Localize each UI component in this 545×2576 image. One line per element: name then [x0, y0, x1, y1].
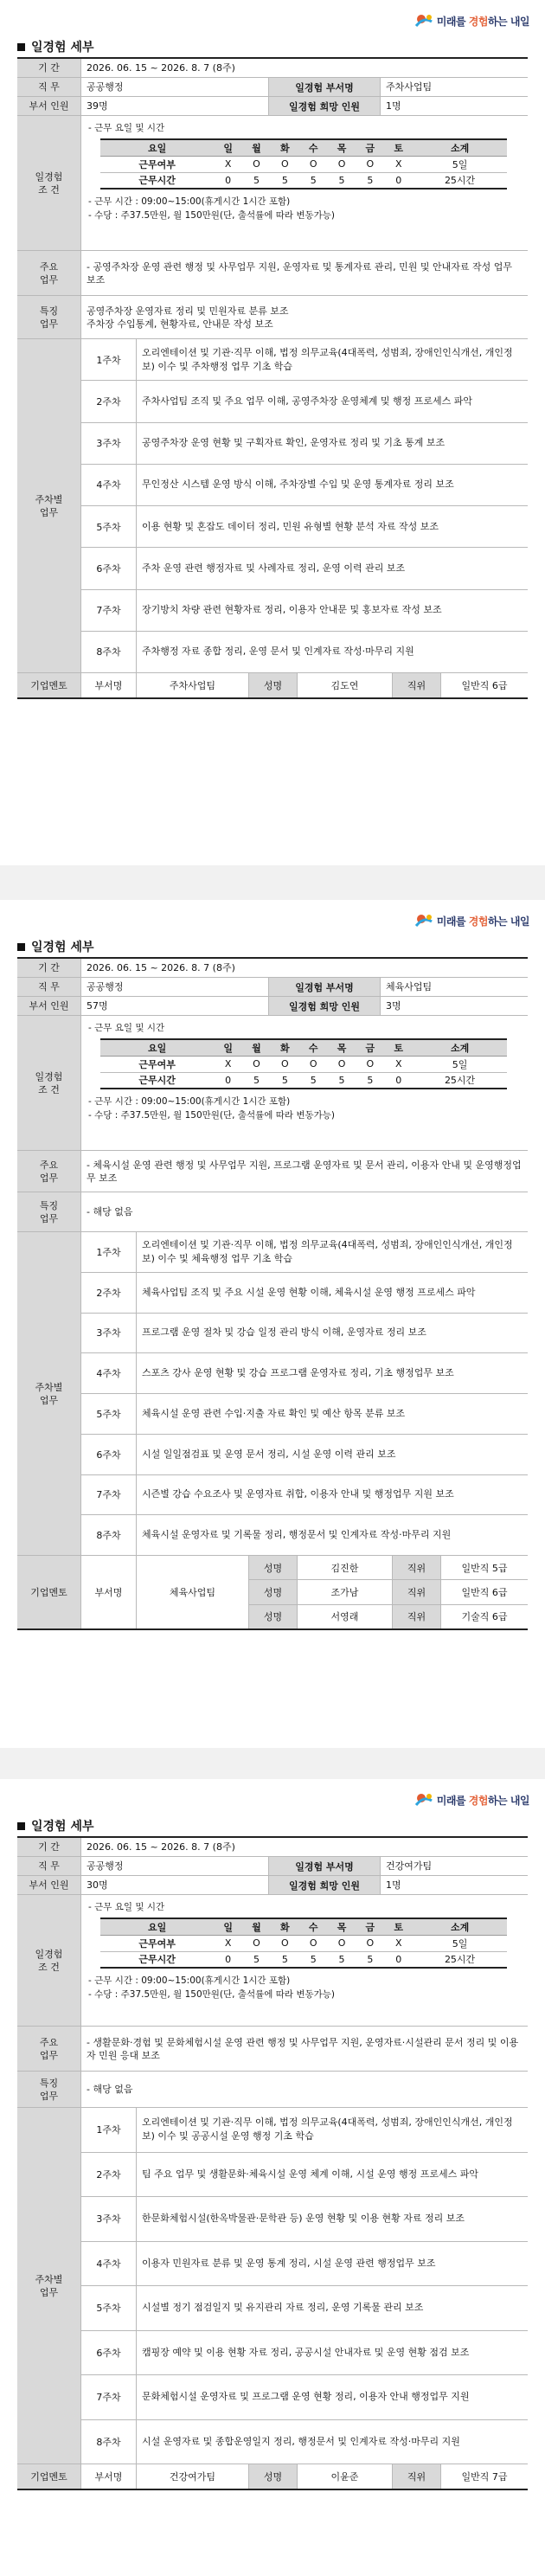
mentor-list	[249, 1556, 528, 1628]
week-row: 7주차 장기방치 차량 관련 현황자료 정리, 이용자 안내문 및 홍보자료 작성 보조	[81, 590, 528, 632]
special-duty-value: 공영주차장 운영자료 정리 및 민원자료 분류 보조 주차장 수입통계, 현황자료, 안내문 작성 보조	[87, 305, 289, 330]
schedule-table: 요일 일 월 화 수 목 금 토 소계 근무여부 X O O O O O X 5일 근무시간 0 5 5 5 5 5 0 25시간	[100, 1918, 507, 1969]
weekly-row: 주차별 업무 1주차 오리엔테이션 및 기관·직무 이해, 법정 의무교육(4대폭력, 성범죄, 장애인인식개선, 개인정보) 이수 및 공공시설 운영 행정 기초 학습 2주차 팀 주요 업무 및 생활문화·체육시설 운영 체계 이해, 시설 운영 행정 프로세스 파악 3주차 한문화체험시설(한옥박물관·문학관 등) 운영 현황 및 이용 현황 자료 정리 보조 4주차 이용자 민원자료 분류 및 운영 통계 정리, 시설 운영 관련 행정업무 보조 5주차 시설별 정기 점검일지 및 유지관리 자료 정리, 운영 기록물 관리 보조 6주차 캠핑장 예약 및 이용 현황 자료 정리, 공공시설 안내자료 및 운영 현황 점검 보조 7주차 문화체험시설 운영자료 및 프로그램 운영 현황 정리, 이용자 안내 행정업무 지원 8주차 시설 운영자료 및 종합운영일지 정리, 행정문서 및 인계자료 작성·마무리 지원	[17, 2108, 528, 2464]
staff-value: 57명	[87, 1000, 108, 1012]
period-row: 기 간 2026. 06. 15 ~ 2026. 8. 7 (8주)	[17, 959, 528, 978]
mentor-rank-value: 일반직 6급	[461, 680, 508, 691]
weekly-row: 주차별 업무 1주차 오리엔테이션 및 기관·직무 이해, 법정 의무교육(4대폭력, 성범죄, 장애인인식개선, 개인정보) 이수 및 주차행정 업무 기초 학습 2주차 주차사업팀 조직 및 주요 업무 이해, 공영주차장 운영체계 및 행정 프로세스 파악 3주차 공영주차장 운영 현황 및 구획자료 확인, 운영자료 정리 및 기초 통계 보조 4주차 무인정산 시스템 운영 방식 이해, 주차장별 수입 및 운영 통계자료 정리 보조 5주차 이용 현황 및 혼잡도 데이터 정리, 민원 유형별 현황 분석 자료 작성 보조 6주차 주차 운영 관련 행정자료 및 사례자료 정리, 운영 이력 관리 보조 7주차 장기방치 차량 관련 현황자료 정리, 이용자 안내문 및 홍보자료 작성 보조 8주차 주차행정 자료 종합 정리, 운영 문서 및 인계자료 작성·마무리 지원	[17, 339, 528, 673]
schedule-table: 요일 일 월 화 수 목 금 토 소계 근무여부 X O O O O O X 5일 근무시간 0 5 5 5 5 5 0 25시간	[100, 138, 507, 190]
duty-value: 공공행정	[87, 981, 124, 992]
special-duty-row: 특징 업무 공영주차장 운영자료 정리 및 민원자료 분류 보조 주차장 수입통계, 현황자료, 안내문 작성 보조	[17, 296, 528, 339]
dept-value: 체육사업팀	[386, 981, 433, 992]
week-row: 5주차 이용 현황 및 혼잡도 데이터 정리, 민원 유형별 현황 분석 자료 작성 보조	[81, 506, 528, 548]
period-value: 2026. 06. 15 ~ 2026. 8. 7 (8주)	[87, 62, 235, 74]
logo-mark-icon	[414, 1792, 433, 1808]
period-value: 2026. 06. 15 ~ 2026. 8. 7 (8주)	[87, 1841, 235, 1853]
mentor-row: 기업멘토 부서명 건강여가팀 성명 이윤준 직위 일반직 7급	[17, 2464, 528, 2489]
week-row: 5주차 체육시설 운영 관련 수입·지출 자료 확인 및 예산 항목 분류 보조	[81, 1394, 528, 1435]
slots-value: 3명	[386, 1000, 401, 1012]
mentor-entry: 성명 조가남 직위 일반직 6급	[249, 1580, 528, 1604]
logo-mark-icon	[414, 13, 433, 29]
period-value: 2026. 06. 15 ~ 2026. 8. 7 (8주)	[87, 962, 235, 973]
page-1	[0, 0, 545, 865]
week-row: 3주차 한문화체험시설(한옥박물관·문학관 등) 운영 현황 및 이용 현황 자료 정리 보조	[81, 2197, 528, 2242]
staff-row: 부서 인원 57명 일경험 희망 인원 3명	[17, 997, 528, 1016]
week-row: 3주차 프로그램 운영 절차 및 강습 일정 관리 방식 이해, 운영자료 정리 보조	[81, 1314, 528, 1354]
week-row: 7주차 문화체험시설 운영자료 및 프로그램 운영 현황 정리, 이용자 안내 행정업무 지원	[81, 2375, 528, 2420]
detail-table	[17, 1836, 528, 2490]
page-gap	[0, 865, 545, 900]
week-row: 4주차 무인정산 시스템 운영 방식 이해, 주차장별 수입 및 운영 통계자료 정리 보조	[81, 465, 528, 506]
logo	[414, 912, 529, 929]
staff-value: 30명	[87, 1879, 108, 1891]
logo-mark-icon	[414, 913, 433, 928]
week-row: 8주차 주차행정 자료 종합 정리, 운영 문서 및 인계자료 작성·마무리 지원	[81, 632, 528, 672]
main-duty-value: - 체육시설 운영 관련 행정 및 사무업무 지원, 프로그램 운영자료 및 문서 관리, 이용자 안내 및 운영행정업무 보조	[87, 1159, 522, 1184]
week-row: 5주차 시설별 정기 점검일지 및 유지관리 자료 정리, 운영 기록물 관리 보조	[81, 2286, 528, 2331]
dept-value: 건강여가팀	[386, 1860, 433, 1872]
mentor-row: 기업멘토 부서명 체육사업팀 성명 김진한 직위 일반직 5급 성명 조가남 직위 일반직 6급 성명 서영래 직위 기술직 6급	[17, 1556, 528, 1628]
schedule-table: 요일 일 월 화 수 목 금 토 소계 근무여부 X O O O O O X 5일 근무시간 0 5 5 5 5 5 0 25시간	[100, 1038, 507, 1089]
slots-value: 1명	[386, 100, 401, 112]
special-duty-value: - 해당 없음	[87, 1206, 133, 1217]
weekly-list	[81, 1232, 528, 1555]
week-row: 1주차 오리엔테이션 및 기관·직무 이해, 법정 의무교육(4대폭력, 성범죄, 장애인인식개선, 개인정보) 이수 및 체육행정 업무 기초 학습	[81, 1232, 528, 1273]
duty-row: 직 무 공공행정 일경험 부서명 주차사업팀	[17, 78, 528, 97]
mentor-name-value: 김도연	[298, 673, 393, 697]
week-row: 2주차 체육사업팀 조직 및 주요 시설 운영 현황 이해, 체육시설 운영 행정 프로세스 파악	[81, 1273, 528, 1314]
period-row: 기 간 2026. 06. 15 ~ 2026. 8. 7 (8주)	[17, 1838, 528, 1857]
mentor-dept-value: 건강여가팀	[137, 2464, 249, 2489]
week-row: 4주차 이용자 민원자료 분류 및 운영 통계 정리, 시설 운영 관련 행정업무 보조	[81, 2242, 528, 2287]
week-row: 7주차 시즌별 강습 수요조사 및 운영자료 취합, 이용자 안내 및 행정업무 지원 보조	[81, 1475, 528, 1516]
week-row: 6주차 주차 운영 관련 행정자료 및 사례자료 정리, 운영 이력 관리 보조	[81, 548, 528, 589]
week-row: 3주차 공영주차장 운영 현황 및 구획자료 확인, 운영자료 정리 및 기초 통계 보조	[81, 423, 528, 465]
duty-value: 공공행정	[87, 1860, 124, 1872]
conditions-row: 일경험 조 건 - 근무 요일 및 시간 요일 일 월 화 수 목 금 토 소계 근무여부 X O O O O O X 5일 근무시간 0 5 5 5 5 5 0 25시간 - 근무 시간 : 09:00~15:00(휴게시간 1시간 포함) - 수당 : 주37.5만원, 월 150만원(단, 출석률에 따라 변동가능)	[17, 1895, 528, 2027]
special-duty-value: - 해당 없음	[87, 2084, 133, 2095]
logo	[414, 12, 529, 29]
mentor-row: 기업멘토 부서명 주차사업팀 성명 김도연 직위 일반직 6급	[17, 673, 528, 697]
staff-row: 부서 인원 39명 일경험 희망 인원 1명	[17, 97, 528, 116]
logo-text: 미래를 경험하는 내일	[436, 15, 529, 28]
mentor-rank-value: 일반직 7급	[461, 2471, 508, 2483]
period-row: 기 간 2026. 06. 15 ~ 2026. 8. 7 (8주)	[17, 59, 528, 78]
page-gap	[0, 1748, 545, 1779]
mentor-entry: 성명 서영래 직위 기술직 6급	[249, 1605, 528, 1628]
week-row: 6주차 캠핑장 예약 및 이용 현황 자료 정리, 공공시설 안내자료 및 운영 현황 점검 보조	[81, 2331, 528, 2376]
week-row: 1주차 오리엔테이션 및 기관·직무 이해, 법정 의무교육(4대폭력, 성범죄, 장애인인식개선, 개인정보) 이수 및 주차행정 업무 기초 학습	[81, 339, 528, 381]
week-row: 2주차 팀 주요 업무 및 생활문화·체육시설 운영 체계 이해, 시설 운영 행정 프로세스 파악	[81, 2153, 528, 2198]
staff-row: 부서 인원 30명 일경험 희망 인원 1명	[17, 1876, 528, 1895]
mentor-entry: 성명 김진한 직위 일반직 5급	[249, 1556, 528, 1580]
mentor-dept-value: 체육사업팀	[137, 1556, 249, 1628]
special-duty-row: 특징 업무 - 해당 없음	[17, 1192, 528, 1232]
logo-text: 미래를 경험하는 내일	[436, 1794, 529, 1807]
page-3	[0, 1779, 545, 2576]
duty-row: 직 무 공공행정 일경험 부서명 건강여가팀	[17, 1857, 528, 1876]
week-row: 8주차 체육시설 운영자료 및 기록물 정리, 행정문서 및 인계자료 작성·마무리 지원	[81, 1515, 528, 1555]
conditions-row: 일경험 조 건 - 근무 요일 및 시간 요일 일 월 화 수 목 금 토 소계 근무여부 X O O O O O X 5일 근무시간 0 5 5 5 5 5 0 25시간 - 근무 시간 : 09:00~15:00(휴게시간 1시간 포함) - 수당 : 주37.5만원, 월 150만원(단, 출석률에 따라 변동가능)	[17, 1016, 528, 1151]
dept-value: 주차사업팀	[386, 81, 433, 93]
main-duty-row: 주요 업무 - 공영주차장 운영 관련 행정 및 사무업무 지원, 운영자료 및 통계자료 관리, 민원 및 안내자료 작성 업무 보조	[17, 251, 528, 296]
week-row: 4주차 스포츠 강사 운영 현황 및 강습 프로그램 운영자료 정리, 기초 행정업무 보조	[81, 1353, 528, 1394]
conditions-row: 일경험 조 건 - 근무 요일 및 시간 요일 일 월 화 수 목 금 토 소계 근무여부 X O O O O O X 5일 근무시간 0 5 5 5 5 5 0 25시간 - 근무 시간 : 09:00~15:00(휴게시간 1시간 포함) - 수당 : 주37.5만원, 월 150만원(단, 출석률에 따라 변동가능)	[17, 116, 528, 251]
main-duty-row: 주요 업무 - 체육시설 운영 관련 행정 및 사무업무 지원, 프로그램 운영자료 및 문서 관리, 이용자 안내 및 운영행정업무 보조	[17, 1151, 528, 1192]
mentor-name-value: 이윤준	[298, 2464, 393, 2489]
weekly-list	[81, 2108, 528, 2464]
duty-row: 직 무 공공행정 일경험 부서명 체육사업팀	[17, 978, 528, 997]
week-row: 2주차 주차사업팀 조직 및 주요 업무 이해, 공영주차장 운영체계 및 행정 프로세스 파악	[81, 381, 528, 422]
section-title: 일경험 세부	[17, 1817, 94, 1834]
main-duty-value: - 생활문화·경험 및 문화체험시설 운영 관련 행정 및 사무업무 지원, 운영자료·시설관리 문서 정리 및 이용자 민원 응대 보조	[87, 2036, 519, 2061]
week-row: 8주차 시설 운영자료 및 종합운영일지 정리, 행정문서 및 인계자료 작성·마무리 지원	[81, 2420, 528, 2464]
page-2	[0, 900, 545, 1748]
week-row: 1주차 오리엔테이션 및 기관·직무 이해, 법정 의무교육(4대폭력, 성범죄, 장애인인식개선, 개인정보) 이수 및 공공시설 운영 행정 기초 학습	[81, 2108, 528, 2153]
main-duty-value: - 공영주차장 운영 관련 행정 및 사무업무 지원, 운영자료 및 통계자료 관리, 민원 및 안내자료 작성 업무 보조	[87, 260, 512, 286]
special-duty-row: 특징 업무 - 해당 없음	[17, 2072, 528, 2108]
weekly-list	[81, 339, 528, 672]
main-duty-row: 주요 업무 - 생활문화·경험 및 문화체험시설 운영 관련 행정 및 사무업무 지원, 운영자료·시설관리 문서 정리 및 이용자 민원 응대 보조	[17, 2027, 528, 2072]
duty-value: 공공행정	[87, 81, 124, 93]
section-title: 일경험 세부	[17, 38, 94, 55]
logo-text: 미래를 경험하는 내일	[436, 915, 529, 928]
logo	[414, 1791, 529, 1808]
section-title: 일경험 세부	[17, 938, 94, 955]
detail-table	[17, 957, 528, 1630]
week-row: 6주차 시설 일일점검표 및 운영 문서 정리, 시설 운영 이력 관리 보조	[81, 1435, 528, 1475]
detail-table	[17, 57, 528, 699]
weekly-row: 주차별 업무 1주차 오리엔테이션 및 기관·직무 이해, 법정 의무교육(4대폭력, 성범죄, 장애인인식개선, 개인정보) 이수 및 체육행정 업무 기초 학습 2주차 체육사업팀 조직 및 주요 시설 운영 현황 이해, 체육시설 운영 행정 프로세스 파악 3주차 프로그램 운영 절차 및 강습 일정 관리 방식 이해, 운영자료 정리 보조 4주차 스포츠 강사 운영 현황 및 강습 프로그램 운영자료 정리, 기초 행정업무 보조 5주차 체육시설 운영 관련 수입·지출 자료 확인 및 예산 항목 분류 보조 6주차 시설 일일점검표 및 운영 문서 정리, 시설 운영 이력 관리 보조 7주차 시즌별 강습 수요조사 및 운영자료 취합, 이용자 안내 및 행정업무 지원 보조 8주차 체육시설 운영자료 및 기록물 정리, 행정문서 및 인계자료 작성·마무리 지원	[17, 1232, 528, 1556]
mentor-dept-value: 주차사업팀	[137, 673, 249, 697]
slots-value: 1명	[386, 1879, 401, 1891]
staff-value: 39명	[87, 100, 108, 112]
